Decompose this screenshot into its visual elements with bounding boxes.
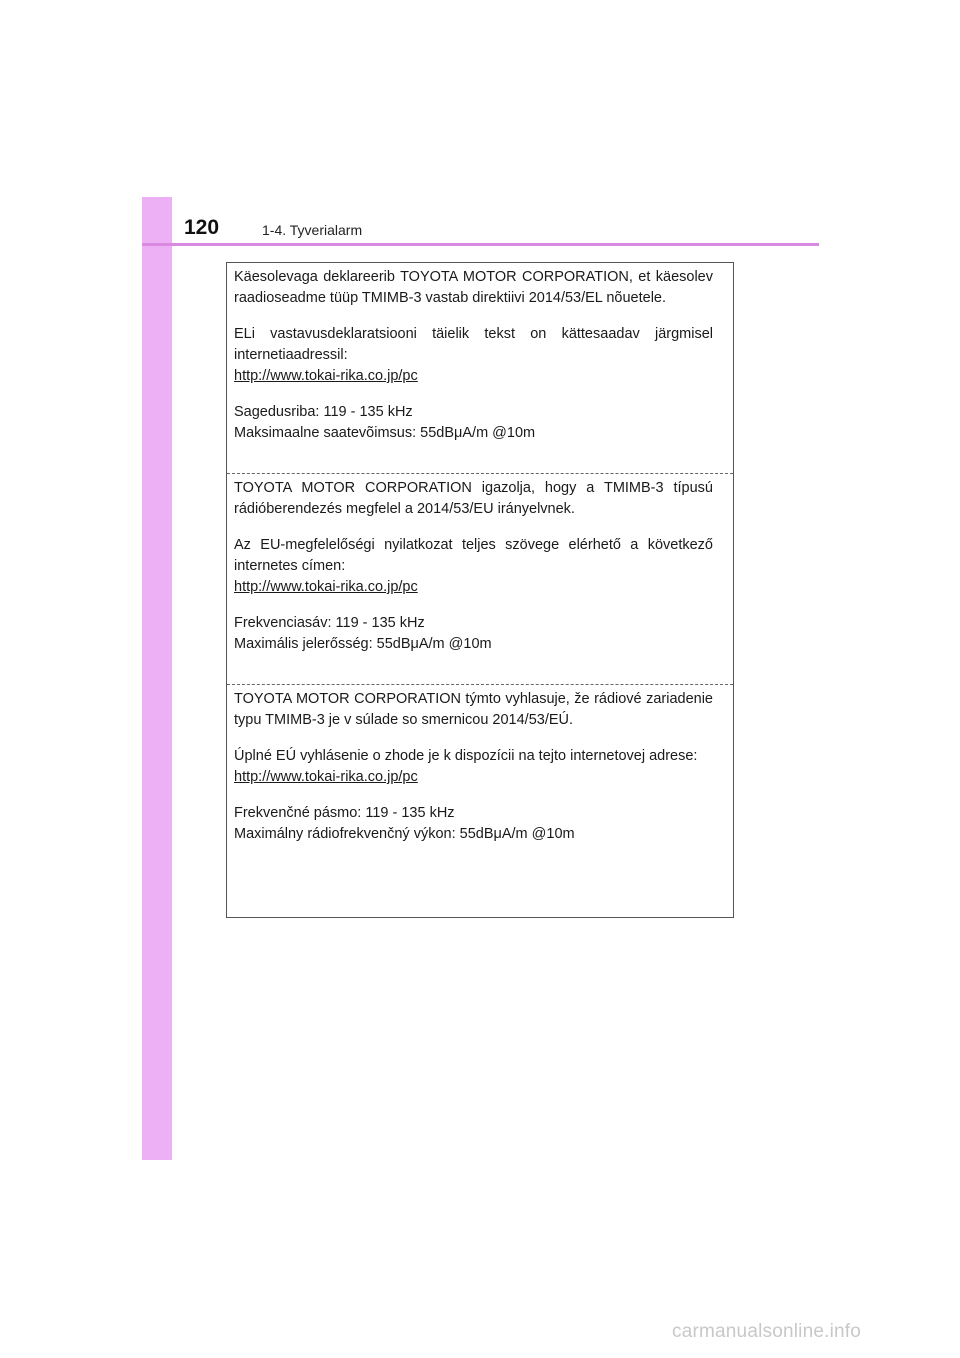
declaration-specs [234,803,713,845]
chapter-color-bar [142,197,172,1160]
declaration-statement: TOYOTA MOTOR CORPORATION týmto vyhlasuje, že rádiové zariadenie typu TMIMB-3 je v súlade so smernicou 2014/53/EÚ. [234,691,713,728]
declaration-url-link[interactable]: http://www.tokai-rika.co.jp/pc [234,579,418,595]
declaration-section-estonian [227,263,733,474]
section-title: 1-4. Tyverialarm [262,222,363,238]
declaration-specs [234,402,713,444]
page-number: 120 [184,216,220,239]
max-power: Maximális jelerősség: 55dBμA/m @10m [234,636,492,652]
declaration-section-hungarian [227,474,733,685]
frequency-band: Frekvenciasáv: 119 - 135 kHz [234,615,425,631]
declaration-box [226,262,734,918]
declaration-statement: Käesolevaga deklareerib TOYOTA MOTOR CORPORATION, et käesolev raadioseadme tüüp TMIMB-3 vastab direktiivi 2014/53/EL nõuetele. [234,269,713,306]
declaration-url-link[interactable]: http://www.tokai-rika.co.jp/pc [234,769,418,785]
declaration-url-link[interactable]: http://www.tokai-rika.co.jp/pc [234,368,418,384]
page-header [142,208,819,248]
watermark-text: carmanualsonline.info [672,1321,862,1342]
max-power: Maksimaalne saatevõimsus: 55dBμA/m @10m [234,425,536,441]
header-divider [142,243,819,246]
max-power: Maximálny rádiofrekvenčný výkon: 55dBμA/m @10m [234,826,575,842]
declaration-availability: ELi vastavusdeklaratsiooni täielik tekst on kättesaadav järgmisel internetiaadressil: [234,326,713,363]
declaration-specs [234,613,713,655]
declaration-availability: Az EU-megfelelőségi nyilatkozat teljes szövege elérhető a következő internetes címen: [234,537,713,574]
declaration-availability-block [234,324,713,387]
frequency-band: Sagedusriba: 119 - 135 kHz [234,404,413,420]
declaration-section-slovak [227,685,733,917]
declaration-statement: TOYOTA MOTOR CORPORATION igazolja, hogy a TMIMB-3 típusú rádióberendezés megfelel a 2014/53/EU irányelvnek. [234,480,713,517]
frequency-band: Frekvenčné pásmo: 119 - 135 kHz [234,805,455,821]
declaration-availability: Úplné EÚ vyhlásenie o zhode je k dispozícii na tejto internetovej adrese: [234,748,698,764]
declaration-availability-block [234,535,713,598]
declaration-availability-block [234,746,713,788]
